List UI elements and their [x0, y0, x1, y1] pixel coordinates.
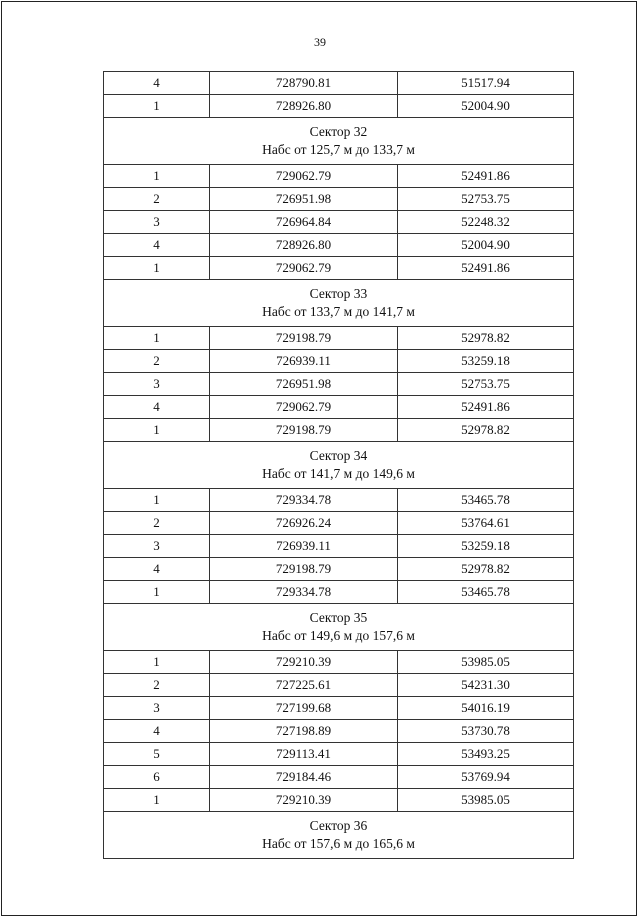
point-number-cell: 2: [104, 350, 210, 373]
x-coordinate-cell: 729113.41: [210, 743, 398, 766]
table-row: [104, 535, 574, 558]
x-coordinate-cell: 729334.78: [210, 489, 398, 512]
point-number-cell: 1: [104, 257, 210, 280]
table-row: [104, 72, 574, 95]
point-number-cell: 1: [104, 581, 210, 604]
point-number-cell: 2: [104, 188, 210, 211]
table-row: [104, 257, 574, 280]
x-coordinate-cell: 727199.68: [210, 697, 398, 720]
table-row: [104, 234, 574, 257]
table-row: [104, 419, 574, 442]
sector-height-range: Набс от 125,7 м до 133,7 м: [262, 142, 415, 157]
x-coordinate-cell: 726964.84: [210, 211, 398, 234]
x-coordinate-cell: 729198.79: [210, 419, 398, 442]
table-row: [104, 188, 574, 211]
point-number-cell: 2: [104, 512, 210, 535]
sector-header-cell: [104, 280, 574, 327]
x-coordinate-cell: 729198.79: [210, 327, 398, 350]
point-number-cell: 2: [104, 674, 210, 697]
y-coordinate-cell: 53493.25: [398, 743, 574, 766]
y-coordinate-cell: 53259.18: [398, 350, 574, 373]
y-coordinate-cell: 53465.78: [398, 581, 574, 604]
sector-title: Сектор 32: [309, 124, 368, 139]
point-number-cell: 1: [104, 789, 210, 812]
x-coordinate-cell: 729334.78: [210, 581, 398, 604]
sector-height-range: Набс от 133,7 м до 141,7 м: [262, 304, 415, 319]
table-row: [104, 327, 574, 350]
point-number-cell: 6: [104, 766, 210, 789]
y-coordinate-cell: 52753.75: [398, 188, 574, 211]
table-row: [104, 766, 574, 789]
sector-header-cell: [104, 118, 574, 165]
coordinates-table-body: [104, 72, 574, 859]
sector-header-cell: [104, 442, 574, 489]
x-coordinate-cell: 729210.39: [210, 789, 398, 812]
sector-header-row: [104, 812, 574, 859]
table-row: [104, 396, 574, 419]
point-number-cell: 5: [104, 743, 210, 766]
point-number-cell: 3: [104, 697, 210, 720]
table-row: [104, 720, 574, 743]
table-row: [104, 789, 574, 812]
coordinates-table-container: [103, 71, 570, 859]
sector-header-row: [104, 118, 574, 165]
table-row: [104, 489, 574, 512]
table-row: [104, 211, 574, 234]
x-coordinate-cell: 728790.81: [210, 72, 398, 95]
y-coordinate-cell: 52004.90: [398, 234, 574, 257]
point-number-cell: 4: [104, 720, 210, 743]
point-number-cell: 1: [104, 95, 210, 118]
point-number-cell: 4: [104, 396, 210, 419]
point-number-cell: 3: [104, 373, 210, 396]
y-coordinate-cell: 52753.75: [398, 373, 574, 396]
x-coordinate-cell: 729062.79: [210, 396, 398, 419]
table-row: [104, 512, 574, 535]
sector-header-row: [104, 442, 574, 489]
y-coordinate-cell: 53259.18: [398, 535, 574, 558]
x-coordinate-cell: 728926.80: [210, 234, 398, 257]
table-row: [104, 651, 574, 674]
y-coordinate-cell: 51517.94: [398, 72, 574, 95]
sector-header-row: [104, 280, 574, 327]
x-coordinate-cell: 728926.80: [210, 95, 398, 118]
sector-height-range: Набс от 149,6 м до 157,6 м: [262, 628, 415, 643]
sector-header-cell: [104, 812, 574, 859]
y-coordinate-cell: 52491.86: [398, 257, 574, 280]
y-coordinate-cell: 52491.86: [398, 165, 574, 188]
y-coordinate-cell: 52491.86: [398, 396, 574, 419]
sector-title: Сектор 35: [309, 610, 368, 625]
y-coordinate-cell: 54231.30: [398, 674, 574, 697]
y-coordinate-cell: 53985.05: [398, 789, 574, 812]
table-row: [104, 581, 574, 604]
coordinates-table: [103, 71, 574, 859]
x-coordinate-cell: 729062.79: [210, 165, 398, 188]
x-coordinate-cell: 727198.89: [210, 720, 398, 743]
x-coordinate-cell: 726939.11: [210, 535, 398, 558]
y-coordinate-cell: 53764.61: [398, 512, 574, 535]
table-row: [104, 95, 574, 118]
point-number-cell: 1: [104, 489, 210, 512]
sector-title: Сектор 36: [309, 818, 368, 833]
table-row: [104, 558, 574, 581]
y-coordinate-cell: 53465.78: [398, 489, 574, 512]
x-coordinate-cell: 726939.11: [210, 350, 398, 373]
y-coordinate-cell: 52248.32: [398, 211, 574, 234]
y-coordinate-cell: 52978.82: [398, 558, 574, 581]
point-number-cell: 1: [104, 651, 210, 674]
table-row: [104, 674, 574, 697]
x-coordinate-cell: 729062.79: [210, 257, 398, 280]
sector-height-range: Набс от 141,7 м до 149,6 м: [262, 466, 415, 481]
point-number-cell: 4: [104, 234, 210, 257]
sector-title: Сектор 33: [309, 286, 368, 301]
table-row: [104, 743, 574, 766]
y-coordinate-cell: 52978.82: [398, 327, 574, 350]
y-coordinate-cell: 53769.94: [398, 766, 574, 789]
y-coordinate-cell: 52978.82: [398, 419, 574, 442]
x-coordinate-cell: 727225.61: [210, 674, 398, 697]
y-coordinate-cell: 53730.78: [398, 720, 574, 743]
point-number-cell: 1: [104, 165, 210, 188]
sector-title: Сектор 34: [309, 448, 368, 463]
point-number-cell: 1: [104, 419, 210, 442]
y-coordinate-cell: 54016.19: [398, 697, 574, 720]
page-number: 39: [314, 35, 326, 49]
point-number-cell: 4: [104, 558, 210, 581]
y-coordinate-cell: 52004.90: [398, 95, 574, 118]
x-coordinate-cell: 726951.98: [210, 188, 398, 211]
table-row: [104, 697, 574, 720]
x-coordinate-cell: 726951.98: [210, 373, 398, 396]
y-coordinate-cell: 53985.05: [398, 651, 574, 674]
point-number-cell: 3: [104, 211, 210, 234]
x-coordinate-cell: 729210.39: [210, 651, 398, 674]
table-row: [104, 350, 574, 373]
sector-header-cell: [104, 604, 574, 651]
table-row: [104, 165, 574, 188]
x-coordinate-cell: 729184.46: [210, 766, 398, 789]
point-number-cell: 3: [104, 535, 210, 558]
x-coordinate-cell: 729198.79: [210, 558, 398, 581]
point-number-cell: 4: [104, 72, 210, 95]
sector-header-row: [104, 604, 574, 651]
table-row: [104, 373, 574, 396]
x-coordinate-cell: 726926.24: [210, 512, 398, 535]
sector-height-range: Набс от 157,6 м до 165,6 м: [262, 836, 415, 851]
point-number-cell: 1: [104, 327, 210, 350]
